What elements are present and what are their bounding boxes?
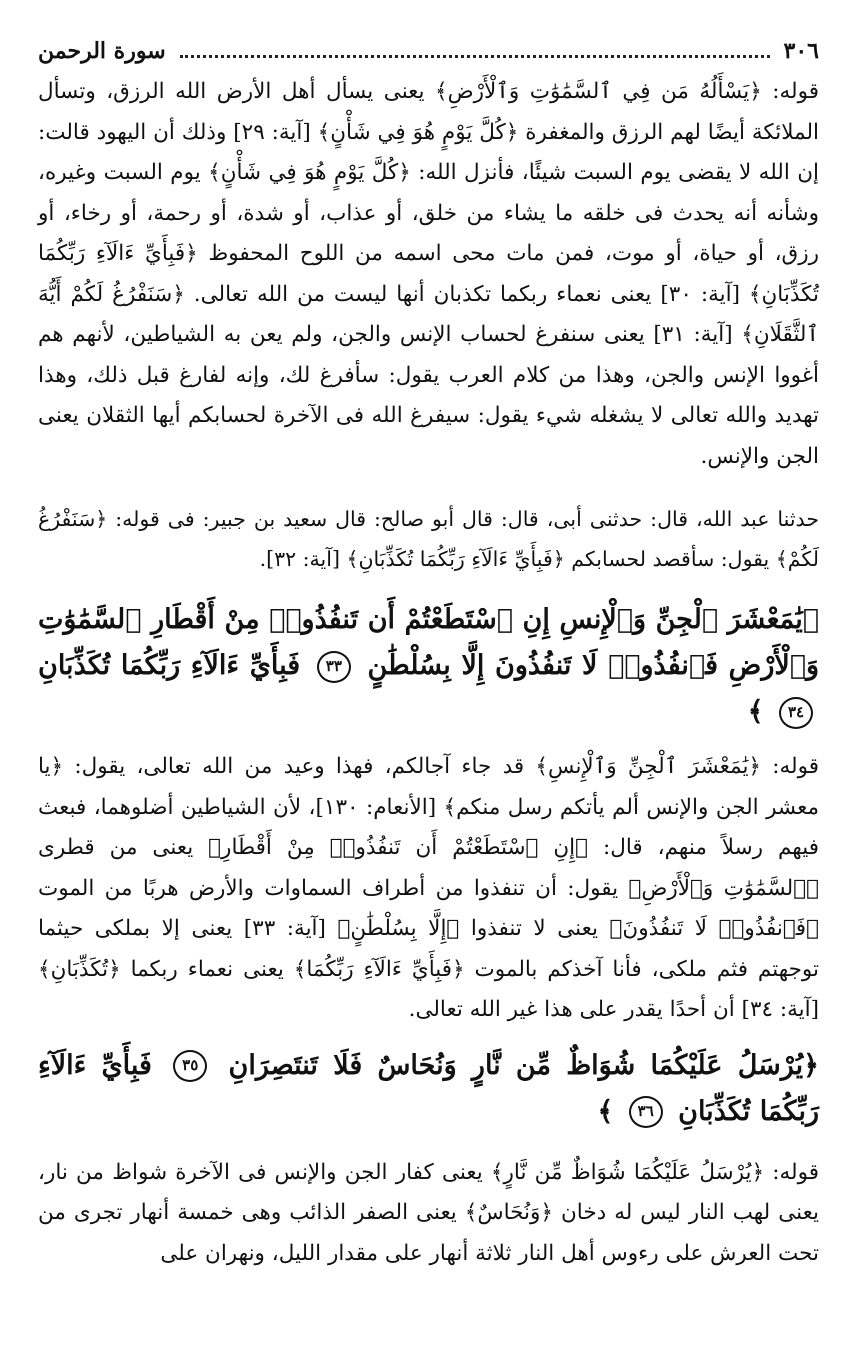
spacer — [38, 477, 819, 499]
spacer — [38, 1135, 819, 1153]
verse-number-marker: ٣٣ — [317, 651, 351, 683]
verse-number-marker: ٣٦ — [629, 1096, 663, 1128]
spacer — [38, 1031, 819, 1043]
hadith-paragraph: حدثنا عبد الله، قال: حدثنى أبى، قال: قال أبو صالح: قال سعيد بن جبير: فى قوله: ﴿سَنَفْرُغُ لَكُمْ﴾ يقول: سأقصد لحسابكم ﴿فَبِأَيِّ ءَالَآءِ رَبِّكُمَا تُكَذِّبَانِ﴾ [آية: ٣٢]. — [38, 507, 819, 571]
commentary-paragraph-1: قوله: ﴿يَسْأَلُهُ مَن فِي ٱلسَّمَٰوَٰتِ وَٱلْأَرْضِ﴾ يعنى يسأل أهل الأرض الله الرزق، وتسأل الملائكة أيضًا لهم الرزق والمغفرة ﴿كُلَّ يَوْمٍ هُوَ فِي شَأْنٍ﴾ [آية: ٢٩] وذلك أن اليهود قالت: إن الله لا يقضى يوم السبت شيئًا، فأنزل الله: ﴿كُلَّ يَوْمٍ هُوَ فِي شَأْنٍ﴾ يوم السبت وغيره، وشأنه أنه يحدث فى خلقه ما يشاء من خلق، أو عذاب، أو شدة، أو رحمة، أو رخاء، أو رزق، أو حياة، أو موت، فمن مات محى اسمه من اللوح المحفوظ ﴿فَبِأَيِّ ءَالَآءِ رَبِّكُمَا تُكَذِّبَانِ﴾ [آية: ٣٠] يعنى نعماء ربكما تكذبان أنها ليست من الله تعالى. ﴿سَنَفْرُغُ لَكُمْ أَيُّهَ ٱلثَّقَلَانِ﴾ [آية: ٣١] يعنى سنفرغ لحساب الإنس والجن، ولم يعن به الشياطين، لأنهم هم أغووا الإنس والجن، وهذا من كلام العرب يقول: سأفرغ لك، وإنه لفارغ قبل ذلك، وهذا تهديد والله تعالى لا يشغله شيء يقول: سيفرغ الله فى الآخرة لحسابكم أيها الثقلان يعنى الجن والإنس. — [38, 79, 819, 469]
verse-bracket: ﴾ — [747, 696, 764, 727]
verse-bracket: ﴾ — [597, 1095, 614, 1127]
quran-verse-33-34 — [38, 597, 819, 735]
dotted-leader — [180, 55, 770, 58]
verse-number-marker: ٣٥ — [173, 1050, 207, 1082]
quran-verse-35-36 — [38, 1043, 819, 1135]
commentary-paragraph-3: قوله: ﴿يُرْسَلُ عَلَيْكُمَا شُوَاظٌ مِّن نَّارٍ﴾ يعنى كفار الجن والإنس فى الآخرة شواظ من نار، يعنى لهب النار ليس له دخان ﴿وَنُحَاسٌ﴾ يعنى الصفر الذائب وهى خمسة أنهار تجرى من تحت العرش على رءوس أهل النار ثلاثة أنهار على مقدار الليل، ونهران على — [38, 1159, 819, 1266]
verse-text: ﴿يُرْسَلُ عَلَيْكُمَا شُوَاظٌ مِّن نَّارٍ وَنُحَاسٌ فَلَا تَنتَصِرَانِ — [228, 1049, 820, 1081]
spacer — [38, 579, 819, 597]
commentary-paragraph-2: قوله: ﴿يَٰمَعْشَرَ ٱلْجِنِّ وَٱلْإِنسِ﴾ قد جاء آجالكم، فهذا وعيد من الله تعالى، يقول: ﴿يا معشر الجن والإنس ألم يأتكم رسل منكم﴾ [الأنعام: ١٣٠]، لأن الشياطين أضلوهما، فبعث فيهم رسلاً منهم، قال: ﴿إِنِ ٱسْتَطَعْتُمْ أَن تَنفُذُوا۟ مِنْ أَقْطَارِ﴾ يعنى من قطرى ﴿ٱلسَّمَٰوَٰتِ وَٱلْأَرْضِ﴾ يقول: أن تنفذوا من أطراف السماوات والأرض هربًا من الموت ﴿فَٱنفُذُوا۟ لَا تَنفُذُونَ﴾ يعنى لا تنفذوا ﴿إِلَّا بِسُلْطَٰنٍ﴾ [آية: ٣٣] يعنى إلا بملكى حيثما توجهتم فثم ملكى، فأنا آخذكم بالموت ﴿فَبِأَيِّ ءَالَآءِ رَبِّكُمَا﴾ يعنى نعماء ربكما ﴿تُكَذِّبَانِ﴾ [آية: ٣٤] أن أحدًا يقدر على هذا غير الله تعالى. — [38, 754, 820, 1022]
verse-text: فَبِأَيِّ ءَالَآءِ رَبِّكُمَا تُكَذِّبَانِ — [38, 1049, 819, 1127]
surah-title: سورة الرحمن — [38, 38, 166, 64]
verse-text: فَبِأَيِّ ءَالَآءِ رَبِّكُمَا تُكَذِّبَانِ — [38, 650, 301, 681]
page-header — [38, 30, 819, 64]
verse-number-marker: ٣٤ — [779, 697, 813, 729]
spacer — [38, 735, 819, 747]
page-number: ٣٠٦ — [783, 38, 819, 64]
verse-text: ﴿يَٰمَعْشَرَ ٱلْجِنِّ وَٱلْإِنسِ إِنِ ٱسْتَطَعْتُمْ أَن تَنفُذُوا۟ مِنْ أَقْطَارِ ٱلسَّمَٰوَٰتِ وَٱلْأَرْضِ فَٱنفُذُوا۟ لَا تَنفُذُونَ إِلَّا بِسُلْطَٰنٍ — [38, 604, 819, 681]
